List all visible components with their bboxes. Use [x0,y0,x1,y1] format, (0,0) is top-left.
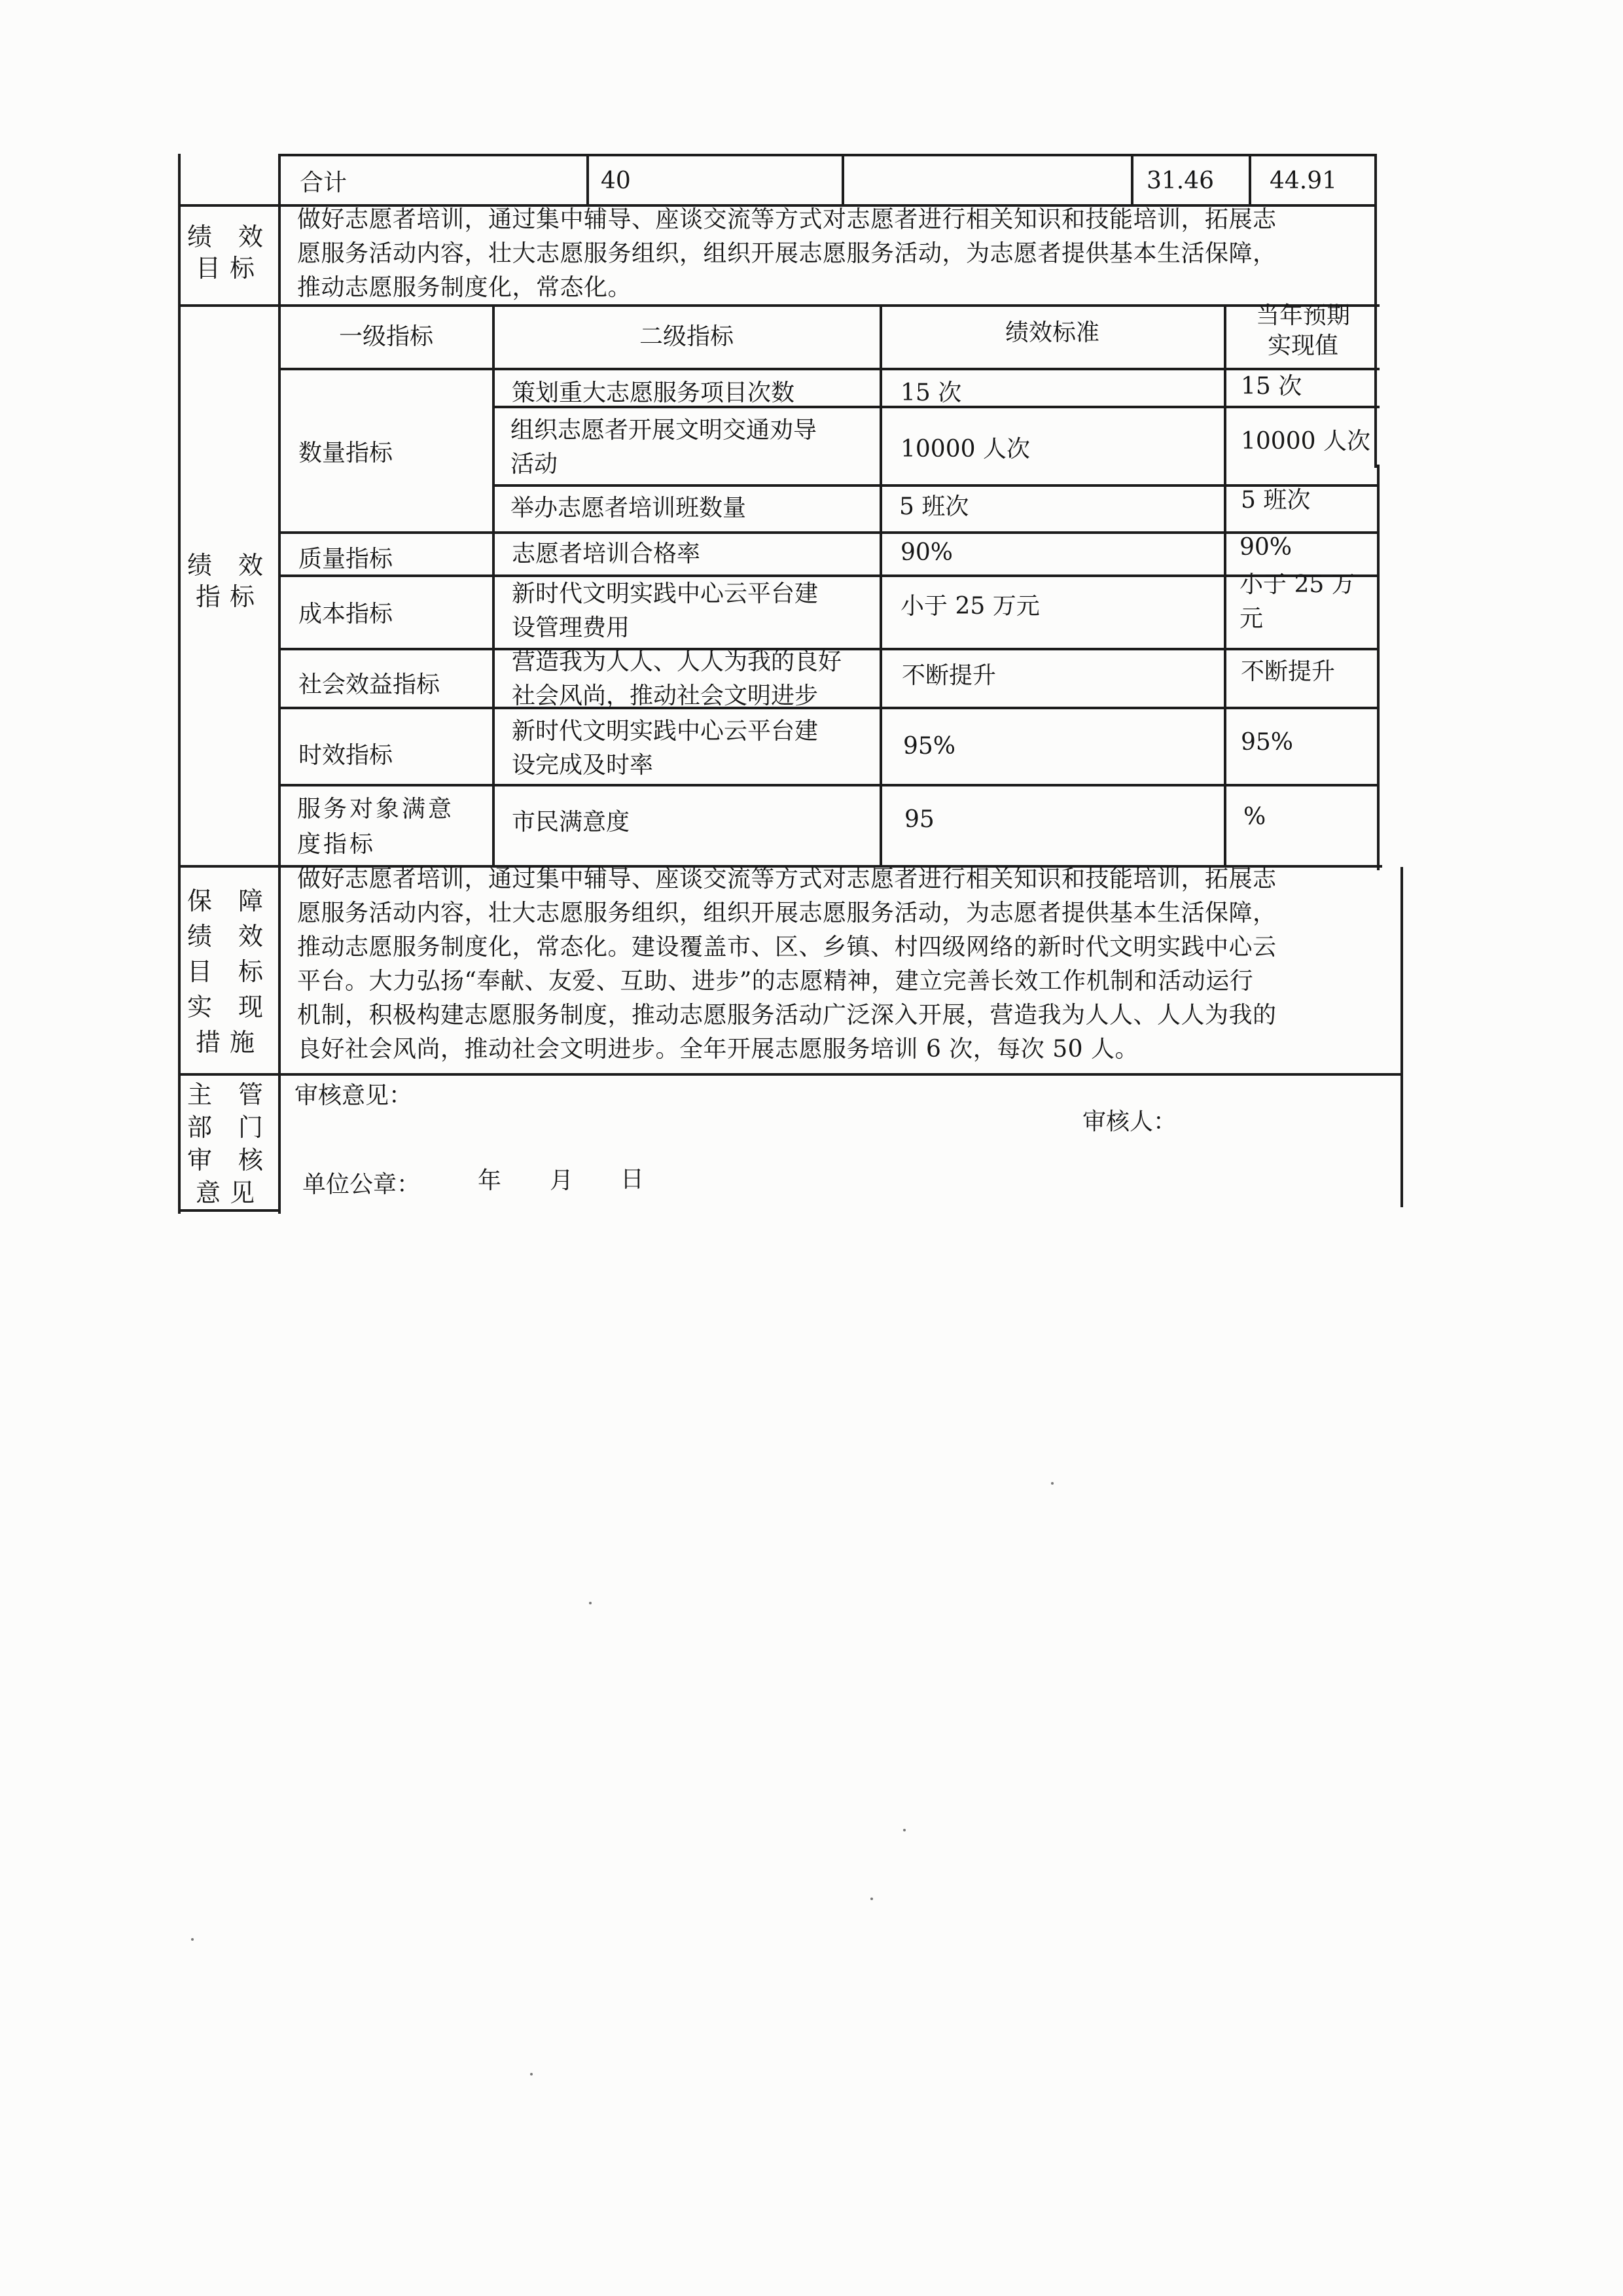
social-standard: 不断提升 [902,662,997,689]
timeliness-expected: 95% [1241,729,1294,756]
qty-level2-3: 举办志愿者培训班数量 [510,495,747,521]
scan-speck [870,1898,873,1900]
header-level1: 一级指标 [338,323,433,350]
total-col-border-2 [842,154,844,206]
measures-label: 保 障 绩 效 目 标 实 现 措施 [187,887,273,1057]
total-value-b: 44.91 [1270,168,1338,194]
qty-standard-3: 5 班次 [899,493,969,520]
satisfaction-expected: % [1243,804,1266,830]
indicators-label: 绩 效 指标 [187,551,273,611]
qty-standard-2: 10000 人次 [901,436,1030,463]
unit-seal-label: 单位公章： [302,1171,421,1198]
total-row-top [278,154,1377,156]
satisfaction-standard: 95 [904,806,935,833]
date-month: 月 [550,1167,574,1194]
satisfaction-level2: 市民满意度 [512,809,630,836]
timeliness-level2: 新时代文明实践中心云平台建 设完成及时率 [512,718,819,779]
measures-text: 做好志愿者培训，通过集中辅导、座谈交流等方式对志愿者进行相关知识和技能培训，拓展志 愿服务活动内容，壮大志愿服务组织，组织开展志愿服务活动，为志愿者提供基本生活保障， 推动志愿服务制度化，常态化。建设覆盖市、区、乡镇、村四级网络的新时代文明实践中心云 平台。大力弘扬“奉献、友爱、互助、进步”的志愿精神，建立完善长效工作机制和活动运行 机制，积极构建志愿服务制度，推动志愿服务活动广泛深入开展，营造我为人人、人人为我的 良好社会风尚，推动社会文明进步。全年开展志愿服务培训 6 次，每次 50 人。 [297,866,1277,1063]
review-opinion: 审核意见： [294,1082,413,1109]
scan-speck [589,1602,592,1604]
level1-quality: 质量指标 [298,546,393,573]
social-level2: 营造我为人人、人人为我的良好 社会风尚，推动社会文明进步 [512,648,842,709]
total-col-border-3 [1131,154,1133,206]
level1-social: 社会效益指标 [298,671,440,698]
total-label: 合计 [300,169,348,196]
quality-standard: 90% [901,539,954,566]
goal-text: 做好志愿者培训，通过集中辅导、座谈交流等方式对志愿者进行相关知识和技能培训，拓展志 愿服务活动内容，壮大志愿服务组织，组织开展志愿服务活动，为志愿者提供基本生活保障， 推动志愿服务制度化，常态化。 [297,206,1277,301]
label-column-border [278,154,281,1214]
table-border-right-bottom [1400,867,1403,1207]
scan-speck [530,2073,533,2075]
quality-row-bottom [278,574,1380,577]
table-border-left [178,154,181,1214]
qty-level2-2: 组织志愿者开展文明交通劝导 活动 [510,417,817,478]
qty-level2-1: 策划重大志愿服务项目次数 [512,380,795,406]
scan-speck [1051,1482,1054,1485]
social-expected: 不断提升 [1241,658,1336,685]
table-border-bottom-left [178,1209,279,1212]
total-value-a: 31.46 [1147,168,1215,194]
date-year: 年 [478,1167,502,1194]
cost-standard: 小于 25 万元 [901,593,1040,620]
timeliness-row-bottom [278,784,1380,786]
total-amount: 40 [601,168,631,194]
review-label: 主 管 部 门 审 核 意见 [187,1080,273,1207]
total-col-border-4 [1249,154,1251,206]
qty-expected-1: 15 次 [1241,373,1302,400]
cost-expected: 小于 25 万 元 [1240,571,1355,632]
indicator-col-border-2 [880,304,882,867]
qty-expected-2: 10000 人次 [1241,428,1370,455]
level1-timeliness: 时效指标 [298,742,393,769]
qty-group-bottom [278,531,1380,534]
header-level2: 二级指标 [639,323,734,350]
review-row-top [178,1073,1400,1076]
indicator-header-bottom [278,368,1380,370]
scan-speck [191,1938,194,1941]
date-day: 日 [620,1166,645,1193]
level1-cost: 成本指标 [298,601,393,627]
header-expected: 当年预期 实现值 [1255,302,1350,359]
header-standard: 绩效标准 [1005,319,1099,346]
timeliness-standard: 95% [903,733,956,760]
level1-satisfaction: 服务对象满意 度指标 [297,796,455,858]
reviewer-label: 审核人： [1082,1108,1177,1135]
cost-level2: 新时代文明实践中心云平台建 设管理费用 [512,580,819,641]
qty-standard-1: 15 次 [901,380,962,406]
quality-expected: 90% [1240,534,1293,561]
indicator-col-border-3 [1224,304,1226,867]
scan-speck [903,1829,906,1831]
table-border-right-mid [1377,465,1380,870]
level1-quantity: 数量指标 [298,440,393,467]
qty-expected-3: 5 班次 [1241,487,1311,514]
indicator-col-border-1 [492,304,495,867]
total-col-border-1 [586,154,589,206]
quality-level2: 志愿者培训合格率 [512,540,701,567]
goal-label: 绩 效 目标 [187,222,273,283]
